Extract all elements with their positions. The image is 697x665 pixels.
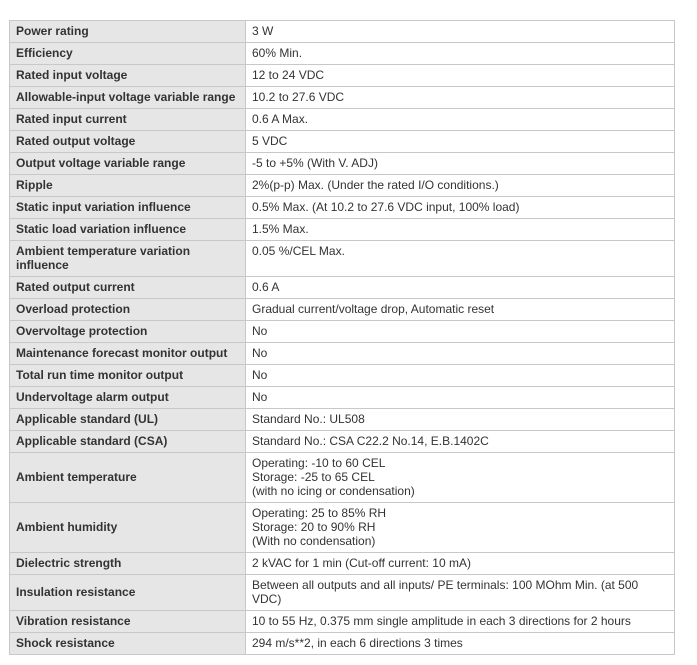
spec-value: No: [246, 343, 675, 365]
spec-value: 0.05 %/CEL Max.: [246, 241, 675, 277]
spec-value: Between all outputs and all inputs/ PE terminals: 100 MOhm Min. (at 500 VDC): [246, 575, 675, 611]
spec-value: 0.6 A: [246, 277, 675, 299]
specifications-table-body: [10, 21, 675, 655]
spec-label: Efficiency: [10, 43, 246, 65]
spec-value: 294 m/s**2, in each 6 directions 3 times: [246, 633, 675, 655]
spec-row: [10, 219, 675, 241]
spec-value: Standard No.: CSA C22.2 No.14, E.B.1402C: [246, 431, 675, 453]
spec-value: 0.6 A Max.: [246, 109, 675, 131]
spec-row: [10, 21, 675, 43]
spec-value: 1.5% Max.: [246, 219, 675, 241]
spec-row: [10, 343, 675, 365]
spec-value: 12 to 24 VDC: [246, 65, 675, 87]
spec-value: 10 to 55 Hz, 0.375 mm single amplitude in each 3 directions for 2 hours: [246, 611, 675, 633]
spec-label: Overvoltage protection: [10, 321, 246, 343]
spec-label: Allowable-input voltage variable range: [10, 87, 246, 109]
spec-label: Rated input voltage: [10, 65, 246, 87]
spec-label: Rated output voltage: [10, 131, 246, 153]
spec-row: [10, 575, 675, 611]
spec-label: Applicable standard (CSA): [10, 431, 246, 453]
spec-row: [10, 65, 675, 87]
spec-row: [10, 109, 675, 131]
spec-value: 3 W: [246, 21, 675, 43]
spec-value: Operating: 25 to 85% RH Storage: 20 to 90% RH (With no condensation): [246, 503, 675, 553]
spec-label: Maintenance forecast monitor output: [10, 343, 246, 365]
spec-row: [10, 409, 675, 431]
spec-value: No: [246, 387, 675, 409]
spec-row: [10, 321, 675, 343]
spec-label: Ambient temperature: [10, 453, 246, 503]
spec-value: 2%(p-p) Max. (Under the rated I/O conditions.): [246, 175, 675, 197]
spec-value: 10.2 to 27.6 VDC: [246, 87, 675, 109]
spec-row: [10, 43, 675, 65]
spec-value: No: [246, 321, 675, 343]
spec-label: Static input variation influence: [10, 197, 246, 219]
spec-value: 0.5% Max. (At 10.2 to 27.6 VDC input, 100% load): [246, 197, 675, 219]
spec-value: 2 kVAC for 1 min (Cut-off current: 10 mA): [246, 553, 675, 575]
spec-label: Rated output current: [10, 277, 246, 299]
spec-value: No: [246, 365, 675, 387]
spec-row: [10, 197, 675, 219]
spec-row: [10, 365, 675, 387]
spec-label: Overload protection: [10, 299, 246, 321]
spec-label: Dielectric strength: [10, 553, 246, 575]
spec-label: Ambient humidity: [10, 503, 246, 553]
spec-row: [10, 633, 675, 655]
spec-label: Shock resistance: [10, 633, 246, 655]
spec-row: [10, 277, 675, 299]
spec-row: [10, 241, 675, 277]
spec-label: Ripple: [10, 175, 246, 197]
spec-row: [10, 453, 675, 503]
spec-value: Operating: -10 to 60 CEL Storage: -25 to 65 CEL (with no icing or condensation): [246, 453, 675, 503]
spec-label: Applicable standard (UL): [10, 409, 246, 431]
spec-row: [10, 153, 675, 175]
specifications-table: [9, 20, 675, 655]
spec-label: Rated input current: [10, 109, 246, 131]
spec-label: Vibration resistance: [10, 611, 246, 633]
spec-value: -5 to +5% (With V. ADJ): [246, 153, 675, 175]
spec-label: Static load variation influence: [10, 219, 246, 241]
spec-value: 5 VDC: [246, 131, 675, 153]
spec-row: [10, 503, 675, 553]
spec-row: [10, 87, 675, 109]
spec-label: Power rating: [10, 21, 246, 43]
spec-label: Output voltage variable range: [10, 153, 246, 175]
spec-row: [10, 175, 675, 197]
spec-row: [10, 431, 675, 453]
spec-label: Insulation resistance: [10, 575, 246, 611]
spec-row: [10, 299, 675, 321]
spec-row: [10, 611, 675, 633]
spec-row: [10, 131, 675, 153]
spec-label: Total run time monitor output: [10, 365, 246, 387]
spec-row: [10, 553, 675, 575]
spec-label: Undervoltage alarm output: [10, 387, 246, 409]
spec-label: Ambient temperature variation influence: [10, 241, 246, 277]
spec-row: [10, 387, 675, 409]
spec-value: Standard No.: UL508: [246, 409, 675, 431]
spec-value: Gradual current/voltage drop, Automatic reset: [246, 299, 675, 321]
spec-value: 60% Min.: [246, 43, 675, 65]
